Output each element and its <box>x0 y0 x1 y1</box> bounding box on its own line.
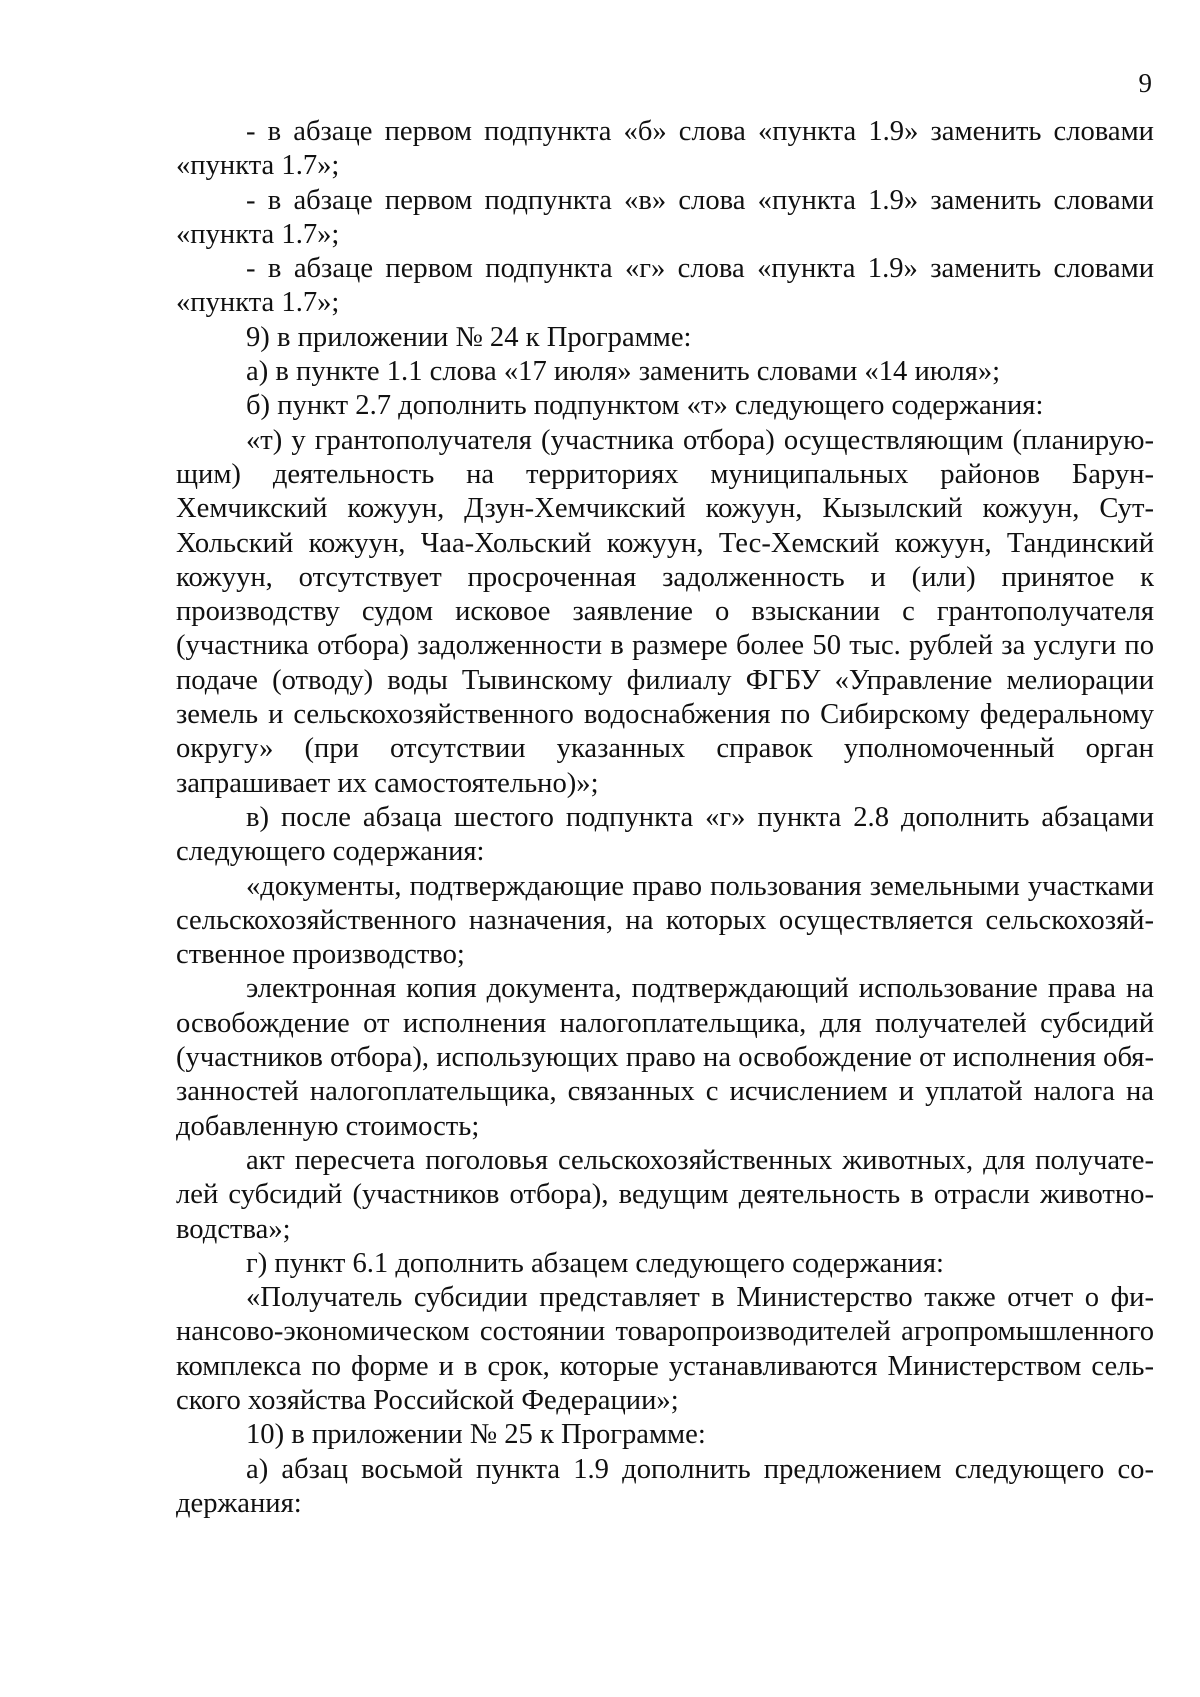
paragraph-10: электронная копия документа, подтверждающий использование права на освобождение от исполнения налогоплательщика, для получателей субсидий (участников отбора), использующих право на освобождение от исполнения обязанностей налогоплательщика, связанных с исчислением и уплатой налога на добавленную стоимость; <box>176 973 1154 1142</box>
paragraph-15: а) абзац восьмой пункта 1.9 дополнить предложением следующего содержания: <box>176 1453 1154 1519</box>
paragraph-2: - в абзаце первом подпункта «в» слова «пункта 1.9» заменить словами «пункта 1.7»; <box>176 184 1154 250</box>
paragraph-13: «Получатель субсидии представляет в Министерство также отчет о финансово-экономическом состоянии товаропроизводителей агропромышленного комплекса по форме и в срок, которые устанавливаются Министерством сельского хозяйства Российской Федерации»; <box>176 1282 1154 1416</box>
paragraph-12: г) пункт 6.1 дополнить абзацем следующего содержания: <box>246 1247 944 1279</box>
page-number: 9 <box>1138 68 1152 98</box>
paragraph-8: в) после абзаца шестого подпункта «г» пункта 2.8 дополнить абзацами следующего содержания: <box>176 801 1154 868</box>
paragraph-5: а) в пункте 1.1 слова «17 июля» заменить словами «14 июля»; <box>246 356 1001 388</box>
paragraph-1: - в абзаце первом подпункта «б» слова «пункта 1.9» заменить словами «пункта 1.7»; <box>176 116 1154 182</box>
paragraph-3: - в абзаце первом подпункта «г» слова «пункта 1.9» заменить словами «пункта 1.7»; <box>176 253 1154 319</box>
paragraph-9: «документы, подтверждающие право пользования земельными участками сельскохозяйственного назначения, на которых осуществляется сельскохозяйственное производство; <box>176 870 1154 971</box>
paragraph-6: б) пункт 2.7 дополнить подпунктом «т» следующего содержания: <box>246 390 1044 422</box>
paragraph-7: «т) у грантополучателя (участника отбора) осуществляющим (планирующим) деятельность на территориях муниципальных районов Барун-Хемчикский кожуун, Дзун-Хемчикский кожуун, Кызылский кожуун, Сут-Хольский кожуун, Чаа-Хольский кожуун, Тес-Хемский кожуун, Тандинский кожуун, отсутствует просроченная задолженность и (или) принятое к производству судом исковое заявление о взыскании с грантополучателя (участника отбора) задолженности в размере более 50 тыс. рублей за услуги по подаче (отводу) воды Тывинскому филиалу ФГБУ «Управление мелиорации земель и сельскохозяйственного водоснабжения по Сибирскому федеральному округу» (при отсутствии указанных справок уполномоченный орган запрашивает их самостоятельно)»; <box>176 424 1154 799</box>
document-body <box>176 115 1154 1521</box>
paragraph-11: акт пересчета поголовья сельскохозяйственных животных, для получателей субсидий (участников отбора), ведущим деятельность в отрасли животноводства»; <box>176 1144 1154 1245</box>
paragraph-14: 10) в приложении № 25 к Программе: <box>246 1419 706 1451</box>
paragraph-4: 9) в приложении № 24 к Программе: <box>246 321 692 353</box>
